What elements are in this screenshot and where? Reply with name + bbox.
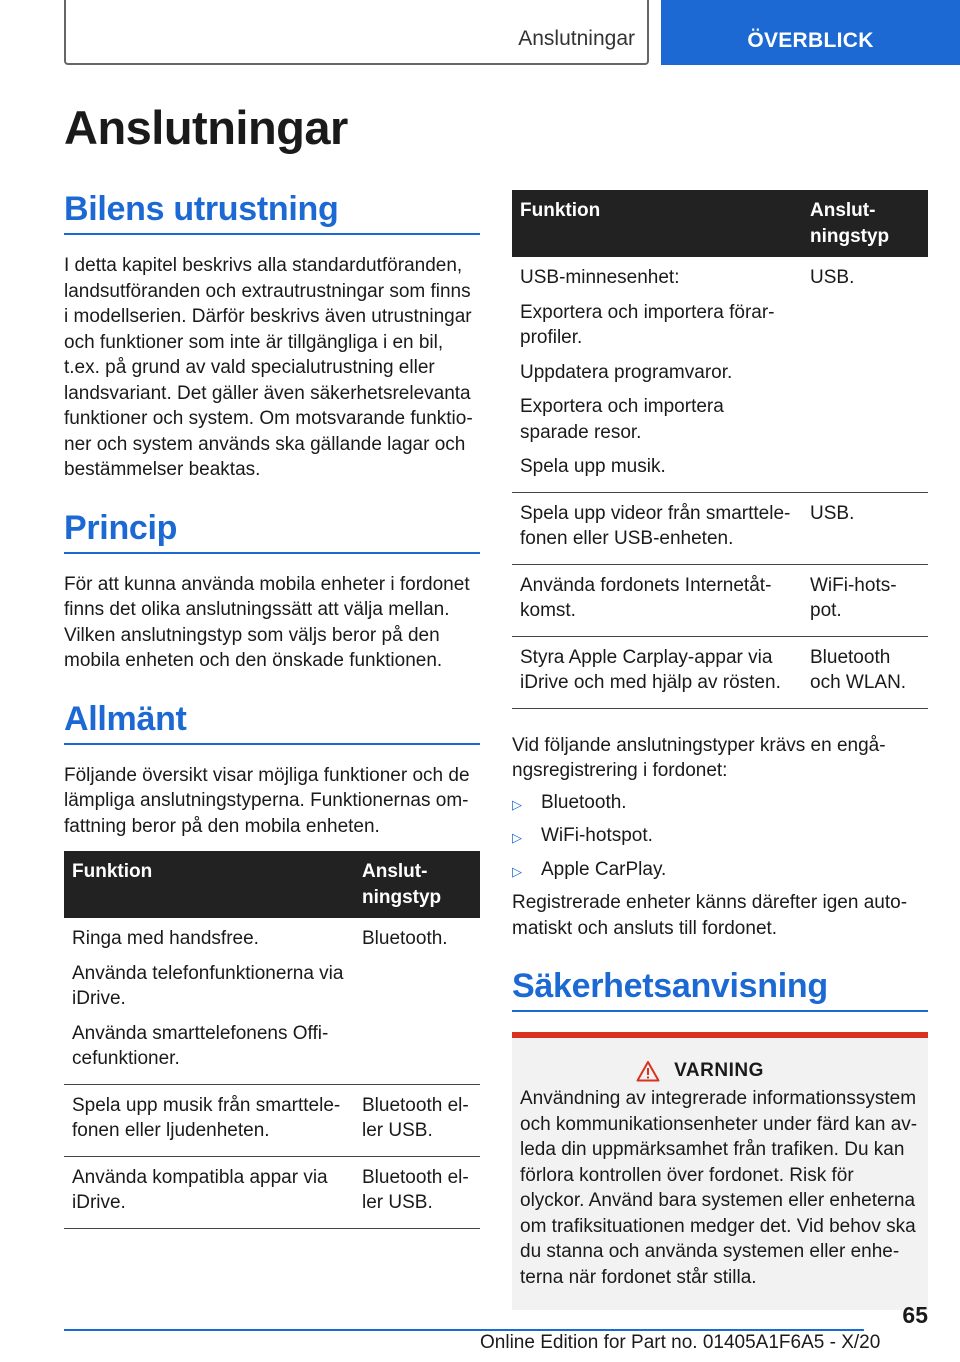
list-item — [512, 823, 928, 851]
connection-cell: Bluetooth och WLAN. — [802, 636, 928, 708]
warning-header — [520, 1060, 920, 1082]
warning-box — [512, 1032, 928, 1310]
function-item: Spela upp musik från smarttelefonen eller ljudenheten. — [72, 1094, 341, 1141]
principle-text: För att kunna använda mobila enheter i fordonet finns det olika anslutningssätt att välja mellan. Vilken anslutningstyp som väljs beror på den mobila enheten och den önskade funktionen. — [64, 573, 470, 671]
triangle-bullet-icon: ▷ — [512, 830, 522, 845]
function-table-left — [64, 851, 480, 1229]
table-row — [512, 564, 928, 636]
column-header-function: Funktion — [512, 190, 802, 257]
footer-divider — [64, 1329, 864, 1331]
function-cell — [64, 1084, 354, 1156]
function-item: Använda telefonfunktionerna via iDrive. — [72, 962, 344, 1009]
list-item-label: Bluetooth. — [541, 791, 627, 813]
triangle-bullet-icon: ▷ — [512, 796, 522, 812]
list-item-label: WiFi-hotspot. — [541, 825, 653, 846]
function-cell — [512, 492, 802, 564]
warning-text: Användning av integrerade informationssystem och kommunikationsenheter under färd kan avleda din uppmärksamhet från trafiken. Du kan förlora kontrollen över fordonet. Risk för olyckor. Använd bara systemen eller enheterna om trafiksituationen medger det. Vid behov ska du stanna och använda systemen eller enheterna när fordonet står stilla. — [520, 1088, 918, 1288]
registration-text: Vid följande anslutningstyper krävs en engångsregistrering i fordonet: — [512, 734, 886, 781]
table-row — [64, 1084, 480, 1156]
function-item: Använda smarttelefonens Officefunktioner. — [72, 1022, 329, 1069]
table-row — [64, 918, 480, 1084]
connection-cell: Bluetooth eller USB. — [354, 1084, 480, 1156]
column-header-connection: Anslutningstyp — [802, 190, 928, 257]
connection-cell: Bluetooth. — [354, 918, 480, 1084]
function-cell — [512, 636, 802, 708]
table-row — [512, 492, 928, 564]
function-cell — [512, 564, 802, 636]
general-heading: Allmänt — [64, 700, 480, 745]
table-row — [512, 636, 928, 708]
connection-cell: Bluetooth eller USB. — [354, 1156, 480, 1228]
function-item: Spela upp musik. — [520, 456, 666, 477]
function-item: Uppdatera programvaror. — [520, 361, 733, 383]
triangle-bullet-icon: ▷ — [512, 863, 522, 879]
right-column — [512, 190, 928, 1310]
safety-heading: Säkerhetsanvisning — [512, 967, 928, 1012]
equipment-text: I detta kapitel beskrivs alla standardutföranden, landsutföranden och extrautrustningar som finns i modellserien. Därför beskrivs även utrustningar och funktioner som inte är tillgängliga i en bil, t.ex. på grund av vald specialutrustning eller landsvariant. Det gäller även säkerhetsrelevanta funktioner och system. Om motsvarande funktioner och system används ska gällande lagar och bestämmelser beaktas. — [64, 255, 473, 480]
connection-cell: USB. — [802, 257, 928, 492]
general-section — [64, 700, 480, 1229]
connection-type-list — [512, 790, 928, 885]
function-item: Spela upp videor från smarttelefonen eller USB-enheten. — [520, 502, 791, 549]
function-item: USB-minnesenhet: — [520, 267, 680, 288]
function-item: Använda kompatibla appar via iDrive. — [72, 1166, 328, 1213]
function-cell — [64, 918, 354, 1084]
table-row — [64, 1156, 480, 1228]
chapter-title: Anslutningar — [64, 101, 348, 154]
list-item — [512, 857, 928, 885]
warning-triangle-icon — [636, 1060, 660, 1082]
function-item: Styra Apple Carplay-appar via iDrive och med hjälp av rösten. — [520, 646, 781, 693]
function-cell — [512, 257, 802, 492]
section-tab-label: Anslutningar — [518, 27, 635, 50]
function-item: Använda fordonets Internetåtkomst. — [520, 574, 772, 621]
table-row — [512, 257, 928, 492]
overview-tab-label: ÖVERBLICK — [747, 29, 874, 52]
function-item: Exportera och importera sparade resor. — [520, 396, 724, 443]
principle-heading: Princip — [64, 509, 480, 554]
equipment-section — [64, 190, 480, 483]
after-registration-text: Registrerade enheter känns därefter igen automatiskt och ansluts till fordonet. — [512, 892, 908, 939]
column-header-connection: Anslutningstyp — [354, 851, 480, 918]
connection-cell: WiFi-hotspot. — [802, 564, 928, 636]
function-item: Ringa med handsfree. — [72, 928, 259, 949]
principle-section — [64, 509, 480, 674]
warning-title: VARNING — [674, 1060, 764, 1081]
section-tab[interactable] — [64, 0, 649, 65]
list-item-label: Apple CarPlay. — [541, 858, 667, 880]
function-item: Exportera och importera förarprofiler. — [520, 301, 775, 348]
list-item — [512, 790, 928, 818]
general-text: Följande översikt visar möjliga funktioner och de lämpliga anslutningstyperna. Funktionernas omfattning beror på den mobila enheten. — [64, 764, 470, 837]
equipment-heading: Bilens utrustning — [64, 190, 480, 235]
left-column — [64, 190, 480, 1229]
connection-cell: USB. — [802, 492, 928, 564]
overview-tab[interactable] — [661, 0, 960, 65]
function-table-right — [512, 190, 928, 709]
page-number: 65 — [902, 1302, 928, 1328]
footer-edition: Online Edition for Part no. 01405A1F6A5 - X/20 — [480, 1332, 881, 1353]
column-header-function: Funktion — [64, 851, 354, 918]
function-cell — [64, 1156, 354, 1228]
